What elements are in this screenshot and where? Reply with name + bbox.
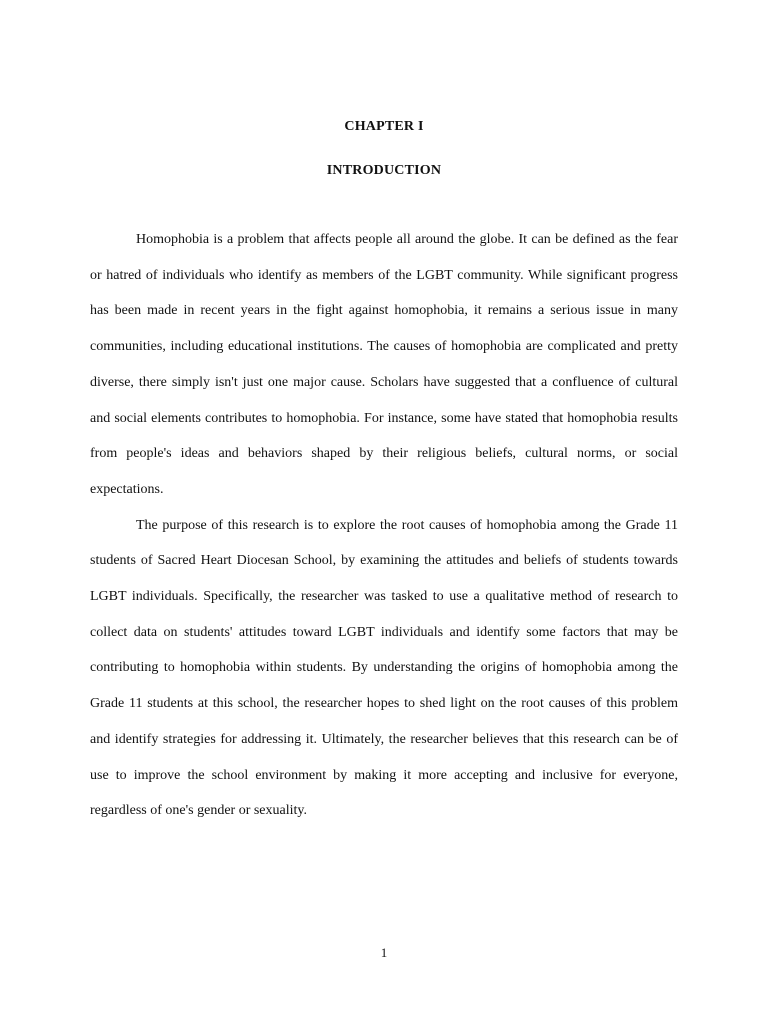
page-number: 1 [380,945,388,960]
paragraph: The purpose of this research is to explore the root causes of homophobia among the Grade 11 students of Sacred Heart Diocesan School, by examining the attitudes and beliefs of students towards LGBT individuals. Specifically, the researcher was tasked to use a qualitative method of research to collect data on students' attitudes toward LGBT individuals and identify some factors that may be contributing to homophobia within students. By understanding the origins of homophobia among the Grade 11 students at this school, the researcher hopes to shed light on the root causes of this problem and identify strategies for addressing it. Ultimately, the researcher believes that this research can be of use to improve the school environment by making it more accepting and inclusive for everyone, regardless of one's gender or sexuality. [90,517,678,819]
body-text [90,222,678,829]
chapter-label: CHAPTER I [344,119,424,134]
paragraph: Homophobia is a problem that affects people all around the globe. It can be defined as the fear or hatred of individuals who identify as members of the LGBT community. While significant progress has been made in recent years in the fight against homophobia, it remains a serious issue in many communities, including educational institutions. The causes of homophobia are complicated and pretty diverse, there simply isn't just one major cause. Scholars have suggested that a confluence of cultural and social elements contributes to homophobia. For instance, some have stated that homophobia results from people's ideas and behaviors shaped by their religious beliefs, cultural norms, or social expectations. [90,232,678,497]
chapter-title: INTRODUCTION [326,163,442,178]
